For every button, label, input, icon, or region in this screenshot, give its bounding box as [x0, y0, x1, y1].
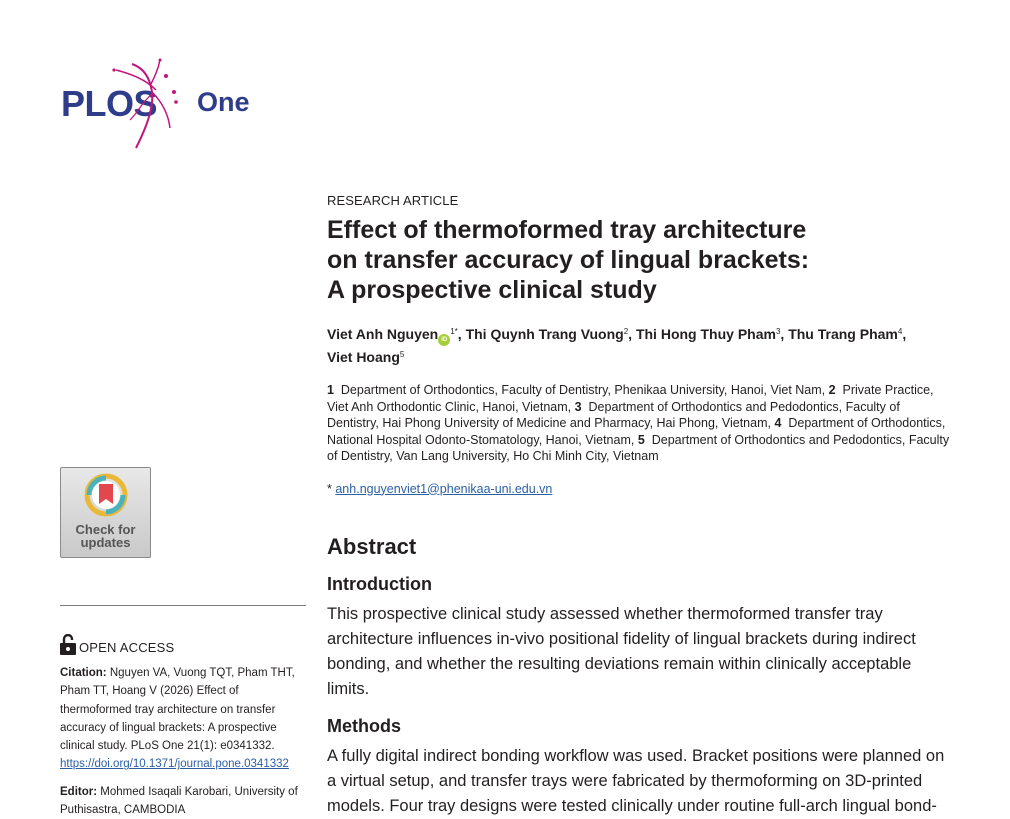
open-lock-icon	[60, 634, 76, 655]
crossmark-icon	[84, 473, 128, 517]
check-for-updates-label: Check for updates	[75, 522, 136, 550]
methods-text: A fully digital indirect bonding workflow was used. Bracket positions were planned on a virtual setup, and transfer trays were fabricated by thermoforming on 3D-printed models. Four tray designs were tested clinically under routine full-arch lingual bond-	[327, 746, 945, 815]
article-title: Effect of thermoformed tray architecture on transfer accuracy of lingual brackets: A prospective clinical study	[327, 216, 810, 304]
plos-one-logo[interactable]	[60, 56, 260, 152]
open-access-label: OPEN ACCESS	[60, 634, 306, 655]
methods-heading: Methods	[327, 715, 401, 736]
sidebar-divider	[60, 605, 306, 606]
corresponding-email: * anh.nguyenviet1@phenikaa-uni.edu.vn	[327, 481, 553, 496]
plos-swoosh-icon	[106, 56, 196, 152]
author[interactable]: Thi Hong Thuy Pham$^3$	[635, 326, 781, 342]
sidebar	[60, 634, 306, 819]
article-type: RESEARCH ARTICLE	[327, 193, 459, 208]
abstract-heading: Abstract	[327, 533, 417, 559]
orcid-icon[interactable]: iD	[438, 334, 450, 346]
citation: Citation: Nguyen VA, Vuong TQT, Pham THT, Pham TT, Hoang V (2026) Effect of thermoformed tray architecture on transfer accuracy of lingual brackets: A prospective clinical study. PLoS One 21(1): e0341332. https://doi.org/10.1371/journal.pone.0341332	[60, 667, 295, 771]
check-for-updates-badge[interactable]	[60, 467, 151, 558]
affiliations: 1 Department of Orthodontics, Faculty of Dentistry, Phenikaa University, Hanoi, Viet Nam, 2 Private Practice, Viet Anh Orthodontic Clinic, Hanoi, Vietnam, 3 Department of Orthodontics and Pedodontics, Faculty of Dentistry, Hai Phong University of Medicine and Pharmacy, Hai Phong, Vietnam, 4 Department of Orthodontics, National Hospital Odonto-Stomatology, Hanoi, Vietnam, 5 Department of Orthodontics and Pedodontics, Faculty of Dentistry, Van Lang University, Ho Chi Minh City, Vietnam	[327, 383, 950, 463]
author-list: Viet Anh Nguyen $iD^{1*}$, Thi Quynh Trang Vuong$^2$, Thi Hong Thuy Pham$^3$, Thu Trang Pham$^4$, Viet Hoang$^5$	[327, 326, 907, 365]
author[interactable]: Thu Trang Pham$^4$	[788, 326, 903, 342]
introduction-heading: Introduction	[327, 573, 432, 594]
doi-link[interactable]: https://doi.org/10.1371/journal.pone.0341332	[60, 758, 289, 771]
author[interactable]: Viet Anh Nguyen $iD^{1*}$	[327, 326, 458, 342]
introduction-text: This prospective clinical study assessed whether thermoformed transfer tray architecture influences in-vivo positional fidelity of lingual brackets during indirect bonding, and whether the resulting deviations remain within clinically acceptable limits.	[327, 604, 916, 698]
email-link[interactable]: anh.nguyenviet1@phenikaa-uni.edu.vn	[335, 481, 553, 496]
author[interactable]: Viet Hoang$^5$	[327, 349, 405, 365]
logo-plos-text: PLOS	[61, 83, 158, 124]
article-main	[327, 193, 951, 819]
author[interactable]: Thi Quynh Trang Vuong$^2$	[465, 326, 629, 342]
logo-one-text: One	[197, 87, 250, 117]
editor: Editor: Mohmed Isaqali Karobari, University of Puthisastra, CAMBODIA	[60, 785, 298, 817]
